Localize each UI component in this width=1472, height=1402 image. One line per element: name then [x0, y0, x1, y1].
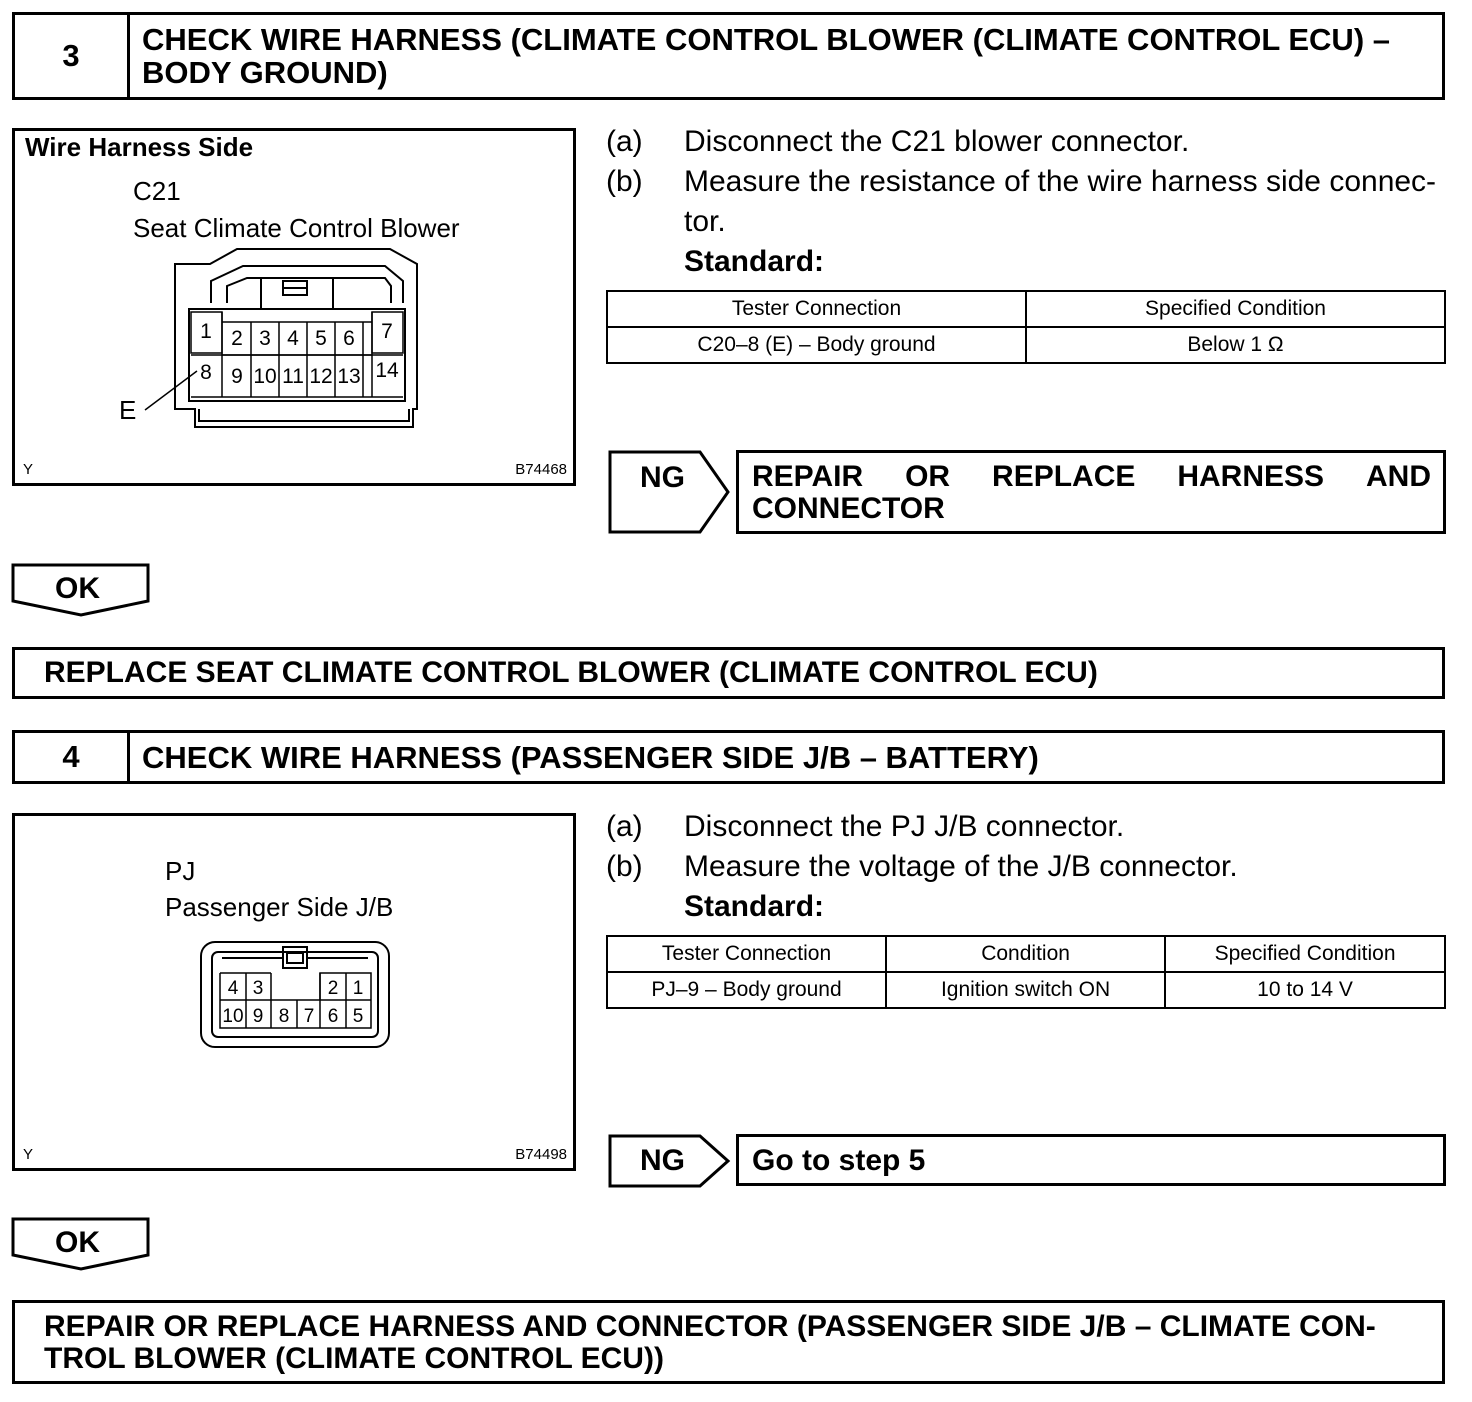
connector-name: Passenger Side J/B: [165, 892, 394, 922]
ng-action-word: REPLACE: [992, 460, 1136, 493]
figure-corner-left: Y: [23, 1146, 34, 1163]
step3-title: CHECK WIRE HARNESS (CLIMATE CONTROL BLOWER (CLIMATE CONTROL ECU) – BODY GROUND): [142, 22, 1390, 90]
step3-standard-label: Standard:: [684, 245, 825, 278]
pin-label: 8: [200, 361, 212, 384]
ng-action-word: OR: [905, 460, 951, 493]
pin-label: 1: [352, 978, 364, 999]
figure-corner-left: Y: [23, 461, 34, 478]
table-row: [607, 972, 1445, 1008]
step4-ok-action-line2: TROL BLOWER (CLIMATE CONTROL ECU)): [44, 1342, 664, 1375]
ng-action-word: AND: [1366, 460, 1431, 493]
table-header-row: [607, 936, 1445, 972]
pin-label: 2: [327, 978, 339, 999]
step3-number: 3: [15, 15, 130, 97]
step3-header: [12, 12, 1445, 100]
table-header-cell: Tester Connection: [607, 936, 886, 972]
pin-label: 5: [352, 1006, 364, 1027]
step4-ng-label: NG: [640, 1144, 685, 1177]
step4-figure: [12, 813, 576, 1171]
pin-label: 14: [375, 359, 399, 382]
pin-label: 10: [253, 365, 277, 388]
terminal-label: E: [119, 395, 137, 425]
step4-number: 4: [15, 733, 130, 781]
step3-ng-action-line2: CONNECTOR: [752, 492, 945, 525]
pin-label: 10: [222, 1006, 244, 1027]
step4-spec-table: [606, 935, 1446, 1009]
connector-code: C21: [133, 176, 181, 206]
pin-label: 6: [343, 327, 355, 350]
pin-label: 3: [252, 978, 264, 999]
table-header-cell: Specified Condition: [1026, 291, 1445, 327]
step3-step-b-text: Measure the resistance of the wire harness side connec-: [684, 165, 1437, 198]
pin-label: 13: [337, 365, 361, 388]
table-header-cell: Tester Connection: [607, 291, 1026, 327]
step4-step-b-marker: (b): [606, 850, 643, 883]
step4-step-b-text: Measure the voltage of the J/B connector.: [684, 850, 1238, 883]
figure-code: B74498: [515, 1146, 567, 1163]
connector-code: PJ: [165, 856, 196, 886]
step4-standard-label: Standard:: [684, 890, 825, 923]
pin-label: 11: [282, 365, 304, 388]
c21-connector-diagram: [15, 131, 573, 483]
step4-step-a-text: Disconnect the PJ J/B connector.: [684, 810, 1125, 843]
step3-ng-action-box: [736, 450, 1446, 534]
connector-name: Seat Climate Control Blower: [133, 213, 460, 243]
pin-label: 8: [278, 1006, 290, 1027]
pin-label: 12: [309, 365, 333, 388]
step3-step-b-marker: (b): [606, 165, 643, 198]
ng-action-word: REPAIR: [752, 460, 864, 493]
step3-ng-action-line1: [752, 461, 1431, 493]
table-row: [607, 327, 1445, 363]
table-cell: 10 to 14 V: [1165, 972, 1445, 1008]
step3-ng-label: NG: [640, 461, 685, 494]
pin-label: 3: [259, 327, 271, 350]
step3-spec-table: [606, 290, 1446, 364]
table-header-cell: Specified Condition: [1165, 936, 1445, 972]
step3-step-a-text: Disconnect the C21 blower connector.: [684, 125, 1190, 158]
table-cell: Below 1 Ω: [1026, 327, 1445, 363]
table-cell: C20–8 (E) – Body ground: [607, 327, 1026, 363]
step4-step-a-marker: (a): [606, 810, 643, 843]
pin-label: 6: [327, 1006, 339, 1027]
step4-header: [12, 730, 1445, 784]
table-cell: Ignition switch ON: [886, 972, 1165, 1008]
pin-label: 1: [200, 320, 212, 343]
step3-figure: [12, 128, 576, 486]
table-header-row: [607, 291, 1445, 327]
step4-ok-action-line1: REPAIR OR REPLACE HARNESS AND CONNECTOR (PASSENGER SIDE J/B – CLIMATE CON-: [44, 1310, 1376, 1343]
step4-ng-action-box: [736, 1134, 1446, 1186]
figure-header: Wire Harness Side: [25, 132, 254, 162]
pin-label: 9: [252, 1006, 264, 1027]
step3-ok-action-box: [12, 647, 1445, 699]
pin-label: 7: [381, 320, 393, 343]
pin-label: 4: [287, 327, 299, 350]
table-cell: PJ–9 – Body ground: [607, 972, 886, 1008]
pin-label: 2: [231, 327, 243, 350]
step4-ng-action: Go to step 5: [752, 1144, 926, 1177]
step3-ok-action: REPLACE SEAT CLIMATE CONTROL BLOWER (CLIMATE CONTROL ECU): [44, 656, 1098, 689]
pin-label: 7: [303, 1006, 315, 1027]
step3-step-b-text-cont: tor.: [684, 205, 726, 238]
pin-label: 9: [231, 365, 243, 388]
step4-ok-action-box: [12, 1300, 1445, 1384]
pin-label: 4: [227, 978, 239, 999]
pj-connector-diagram: [15, 816, 573, 1168]
table-header-cell: Condition: [886, 936, 1165, 972]
step4-ok-label: OK: [55, 1226, 100, 1259]
ng-action-word: HARNESS: [1177, 460, 1325, 493]
pin-label: 5: [315, 327, 327, 350]
step4-title: CHECK WIRE HARNESS (PASSENGER SIDE J/B – BATTERY): [142, 740, 1039, 775]
figure-code: B74468: [515, 461, 567, 478]
step3-ok-label: OK: [55, 572, 100, 605]
step3-step-a-marker: (a): [606, 125, 643, 158]
